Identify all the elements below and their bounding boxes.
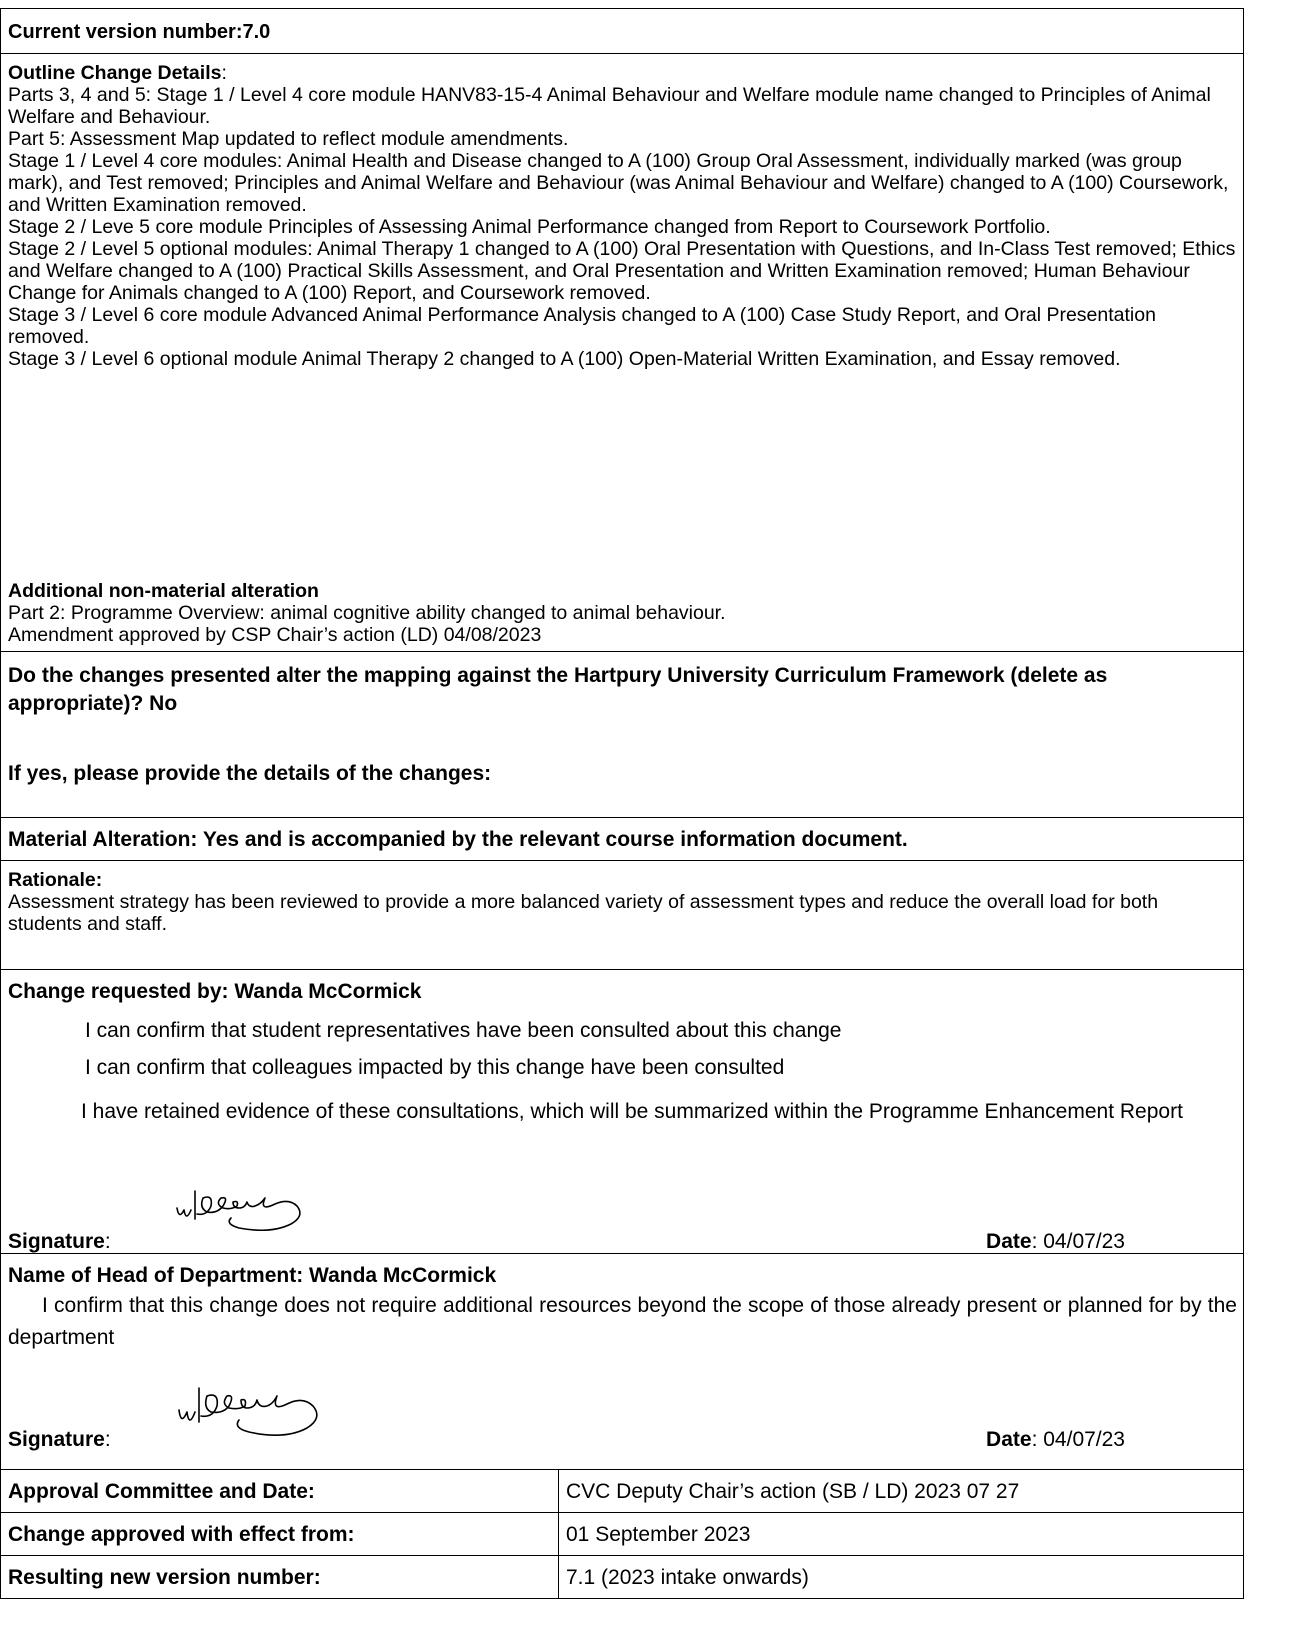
rationale-block [8,869,1237,935]
effective-from-label: Change approved with effect from: [0,1512,559,1556]
rationale-heading: Rationale: [8,869,103,891]
requested-signature-row [8,1230,1237,1254]
additional-line: Amendment approved by CSP Chair’s action (LD) 04/08/2023 [8,624,542,646]
approval-committee-label: Approval Committee and Date: [0,1469,559,1513]
signature-image [173,1186,341,1236]
outline-heading-colon: : [221,62,227,84]
current-version-label: Current version number:7.0 [8,21,271,43]
head-cell [0,1253,1244,1470]
outline-line: Stage 2 / Leve 5 core module Principles of Assessing Animal Performance changed from Report to Coursework Portfolio. [8,216,1051,238]
additional-line: Part 2: Programme Overview: animal cognitive ability changed to animal behaviour. [8,602,726,624]
outline-line: Stage 1 / Level 4 core modules: Animal Health and Disease changed to A (100) Group Oral Assessment, individually marked (was group mark), and Test removed; Principles and Animal Welfare and Behaviour (was Animal Behaviour and Welfare) changed to A (100) Coursework, and Written Examination removed. [8,150,1229,216]
outline-cell [0,53,1244,652]
signature-colon: : [104,1230,111,1253]
additional-heading: Additional non-material alteration [8,580,319,602]
signature-label: Signature [8,1428,105,1451]
signature-colon: : [104,1428,111,1451]
outline-line: Stage 3 / Level 6 optional module Animal Therapy 2 changed to A (100) Open-Material Written Examination, and Essay removed. [8,348,1121,370]
resources-statement: I confirm that this change does not require additional resources beyond the scope of those already present or planned for by the department [8,1294,1237,1349]
requested-heading: Change requested by: Wanda McCormick [8,980,422,1003]
date-group [986,1230,1125,1254]
approval-committee-value: CVC Deputy Chair’s action (SB / LD) 2023 07 27 [558,1469,1244,1513]
head-signature-row [8,1428,1237,1452]
evidence-statement: I have retained evidence of these consultations, which will be summarized within the Programme Enhancement Report [81,1100,1183,1123]
outline-block [8,62,1237,370]
date-group [986,1428,1125,1452]
version-cell [0,8,1244,54]
material-alteration: Material Alteration: Yes and is accompanied by the relevant course information document. [8,828,908,851]
rationale-cell [0,860,1244,970]
date-value: : 04/07/23 [1031,1230,1125,1253]
mapping-details-prompt: If yes, please provide the details of the changes: [8,762,492,785]
date-value: : 04/07/23 [1031,1428,1125,1451]
outline-heading: Outline Change Details [8,62,222,84]
additional-block [8,580,1237,646]
mapping-question: Do the changes presented alter the mapping against the Hartpury University Curriculum Framework (delete as appropriate)? No [8,664,1108,715]
new-version-value: 7.1 (2023 intake onwards) [558,1555,1244,1599]
colleague-consult-statement: I can confirm that colleagues impacted by this change have been consulted [85,1056,785,1079]
student-consult-statement: I can confirm that student representatives have been consulted about this change [85,1019,842,1042]
outline-line: Part 5: Assessment Map updated to reflect module amendments. [8,128,569,150]
requested-cell [0,969,1244,1254]
date-label: Date [986,1428,1032,1451]
outline-line: Stage 3 / Level 6 core module Advanced Animal Performance Analysis changed to A (100) Case Study Report, and Oral Presentation removed. [8,304,1156,348]
head-heading: Name of Head of Department: Wanda McCormick [8,1264,497,1287]
material-cell [0,817,1244,861]
outline-line: Parts 3, 4 and 5: Stage 1 / Level 4 core module HANV83-15-4 Animal Behaviour and Welfare module name changed to Principles of Animal Welfare and Behaviour. [8,84,1211,128]
new-version-label: Resulting new version number: [0,1555,559,1599]
rationale-text: Assessment strategy has been reviewed to provide a more balanced variety of assessment types and reduce the overall load for both students and staff. [8,891,1159,935]
signature-label: Signature [8,1230,105,1253]
effective-from-value: 01 September 2023 [558,1512,1244,1556]
date-label: Date [986,1230,1032,1253]
mapping-cell [0,651,1244,818]
outline-line: Stage 2 / Level 5 optional modules: Animal Therapy 1 changed to A (100) Oral Presentation with Questions, and In-Class Test removed; Ethics and Welfare changed to A (100) Practical Skills Assessment, and Oral Presentation and Written Examination removed; Human Behaviour Change for Animals changed to A (100) Report, and Coursework removed. [8,238,1236,304]
